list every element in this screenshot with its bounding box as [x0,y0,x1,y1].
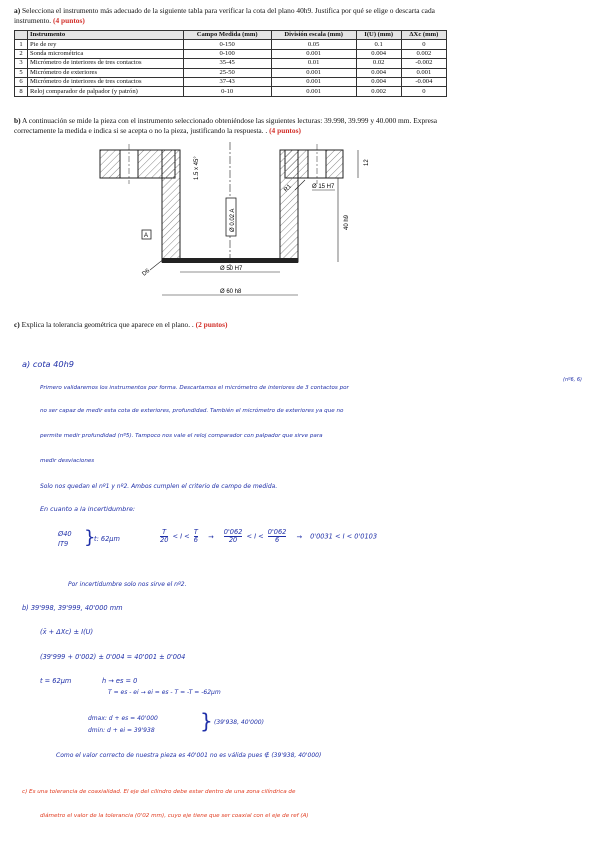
table-header: Campo Medida (mm) [183,31,271,40]
table-cell: 8 [15,87,28,96]
table-cell: 0.001 [271,77,356,86]
hw-a-note: (nº6, 6) [563,377,582,383]
table-cell: 0.1 [356,40,401,49]
hw-b-final: Como el valor correcto de nuestra pieza es 40'001 no es válida pues ∉ (39'938, 40'000) [56,752,322,759]
table-cell: 0.002 [356,87,401,96]
hw-a-line: medir desviaciones [40,458,95,464]
hw-a-line: no ser capaz de medir esta cota de exteriores, profundidad. También el micrómetro de exteriores ya que no [40,408,344,414]
hw-frac-num: T [160,529,168,537]
table-cell: Micrómetro de interiores de tres contactos [28,59,184,68]
hw-b-line: dmin: d + ei = 39'938 [88,727,155,734]
table-cell: 5 [15,68,28,77]
hw-c-line: c) Es una tolerancia de coaxialidad. El eje del cilindro debe estar dentro de una zona cilíndrica de [22,789,296,795]
leader-d6 [150,258,165,270]
hw-a-line: Solo nos quedan el nº1 y nº2. Ambos cumplen el criterio de campo de medida. [40,483,278,490]
table-cell: Micrómetro de interiores de tres contactos [28,77,184,86]
dim-top: 12 [364,159,370,166]
question-c-text: Explica la tolerancia geométrica que aparece en el plano. . [21,320,194,329]
hw-b-line: h → es = 0 [102,677,138,685]
hw-inequality [158,529,377,544]
hw-a-title: a) cota 40h9 [22,359,74,369]
question-a [14,6,454,26]
table-cell: 0-10 [183,87,271,96]
table-cell: 0.004 [356,49,401,58]
dim-chamfer: 1.5 x 45° [194,156,200,180]
hw-frac-num: T [193,528,198,536]
dim-radius: R1 [283,183,293,194]
arrow-icon: → [296,532,302,541]
table-cell: Sonda micrométrica [28,49,184,58]
table-header: ΔXc (mm) [401,31,446,40]
table-cell: 1 [15,40,28,49]
table-row [15,77,447,86]
table-cell: 35-45 [183,59,271,68]
table-cell: 0.001 [271,87,356,96]
hw-c-line: diámetro el valor de la tolerancia (0'02 mm), cuyo eje tiene que ser coaxial con el eje de ref (A) [40,813,309,819]
hw-t: t: 62μm [94,535,120,543]
arrow-icon: → [208,532,214,541]
hw-mid: < I < [246,532,264,541]
dim-inner: Ø 50 H7 [220,266,243,272]
question-a-text: Selecciona el instrumento más adecuado de la siguiente tabla para verificar la cota del plano 40h9. Justifica por qué se elige o descarta cada instrumento. [14,6,435,25]
hw-b-line: T = es - ei → ei = es - T = -T = -62μm [108,689,221,696]
hw-brace-bot: IT9 [58,540,69,548]
table-cell: 0.05 [271,40,356,49]
table-cell: 0-100 [183,49,271,58]
table-cell: 0.001 [271,49,356,58]
table-cell: 0.004 [356,68,401,77]
table-header-row [15,31,447,40]
table-row [15,68,447,77]
hw-mid: < I < [172,532,190,541]
hw-b-line: (x̄ + ΔXc) ± I(U) [40,628,94,636]
table-cell: 0.002 [401,49,446,58]
table-header: Instrumento [28,31,184,40]
table-cell: 0.02 [356,59,401,68]
hw-b-title: b) 39'998, 39'999, 40'000 mm [22,604,123,612]
question-b-text: A continuación se mide la pieza con el instrumento seleccionado obteniéndose las siguientes lecturas: 39.998, 39.999 y 40.000 mm. Expresa correctamente la medida e indica si se acepta o no la pieza, justificando la respuesta. . [14,116,438,135]
table-cell: -0.004 [401,77,446,86]
hw-frac-den: 20 [160,536,169,544]
hw-frac-den: 20 [228,536,238,544]
table-cell: 0 [401,40,446,49]
table-cell: 0-150 [183,40,271,49]
table-cell: 37-43 [183,77,271,86]
table-cell: 0.001 [271,68,356,77]
table-cell: 25-50 [183,68,271,77]
hw-frac-num: 0'062 [267,528,287,536]
brace-icon: } [200,709,213,733]
question-c-label: c) [14,320,20,329]
table-row [15,49,447,58]
table-cell: 6 [15,77,28,86]
hw-brace-top: Ø40 [58,530,72,538]
dim-height: 40 h9 [344,214,350,230]
table-cell: 3 [15,59,28,68]
table-cell: 0.01 [271,59,356,68]
table-cell: -0.002 [401,59,446,68]
technical-drawing [90,140,380,320]
wall-right [280,150,298,262]
dim-tolerance: Ø 0.02 A [230,208,236,232]
instrument-table [14,30,447,97]
brace-icon: } [84,527,96,548]
table-row [15,40,447,49]
table-cell: Reloj comparador de palpador (y patrón) [28,87,184,96]
hw-a-line: permite medir profundidad (nº5). Tampoco nos vale el reloj comparador con palpador que sirve para [40,433,323,439]
table-cell: 0.001 [401,68,446,77]
hw-result: 0'0031 < I < 0'0103 [310,532,378,541]
table-cell: Micrómetro de exteriores [28,68,184,77]
hw-b-line: t = 62μm [40,677,72,685]
question-a-label: a) [14,6,21,15]
table-row [15,59,447,68]
hw-a-line: Primero validaremos los instrumentos por forma. Descartamos el micrómetro de interiores de 3 contactos por [40,385,349,391]
question-c-points: (2 puntos) [195,320,228,329]
hw-a-line: En cuanto a la incertidumbre: [40,505,136,513]
question-b [14,116,454,136]
hw-a-final: Por incertidumbre solo nos sirve el nº2. [68,581,187,588]
table-cell: Pie de rey [28,40,184,49]
dim-d6: D6 [141,268,152,278]
table-cell: 0 [401,87,446,96]
question-b-label: b) [14,116,21,125]
question-c [14,320,454,330]
table-cell: 0.004 [356,77,401,86]
table-header [15,31,28,40]
hw-frac-den: 6 [274,536,280,544]
hw-b-line: (39'999 + 0'002) ± 0'004 = 40'001 ± 0'004 [40,653,186,661]
dim-outer: Ø 60 h8 [220,289,242,295]
table-header: I(U) (mm) [356,31,401,40]
hw-frac-den: 6 [193,536,198,544]
hw-frac-num: 0'062 [223,528,243,536]
question-a-points: (4 puntos) [53,16,85,25]
table-header: División escala (mm) [271,31,356,40]
table-row [15,87,447,96]
table-cell: 2 [15,49,28,58]
question-b-points: (4 puntos) [269,126,301,135]
hw-b-line: (39'938, 40'000) [214,719,264,726]
hw-b-line: dmax: d + es = 40'000 [88,715,158,722]
wall-left [162,150,180,262]
dim-hole: Ø 15 H7 [312,184,335,190]
datum-label: A [144,233,149,239]
